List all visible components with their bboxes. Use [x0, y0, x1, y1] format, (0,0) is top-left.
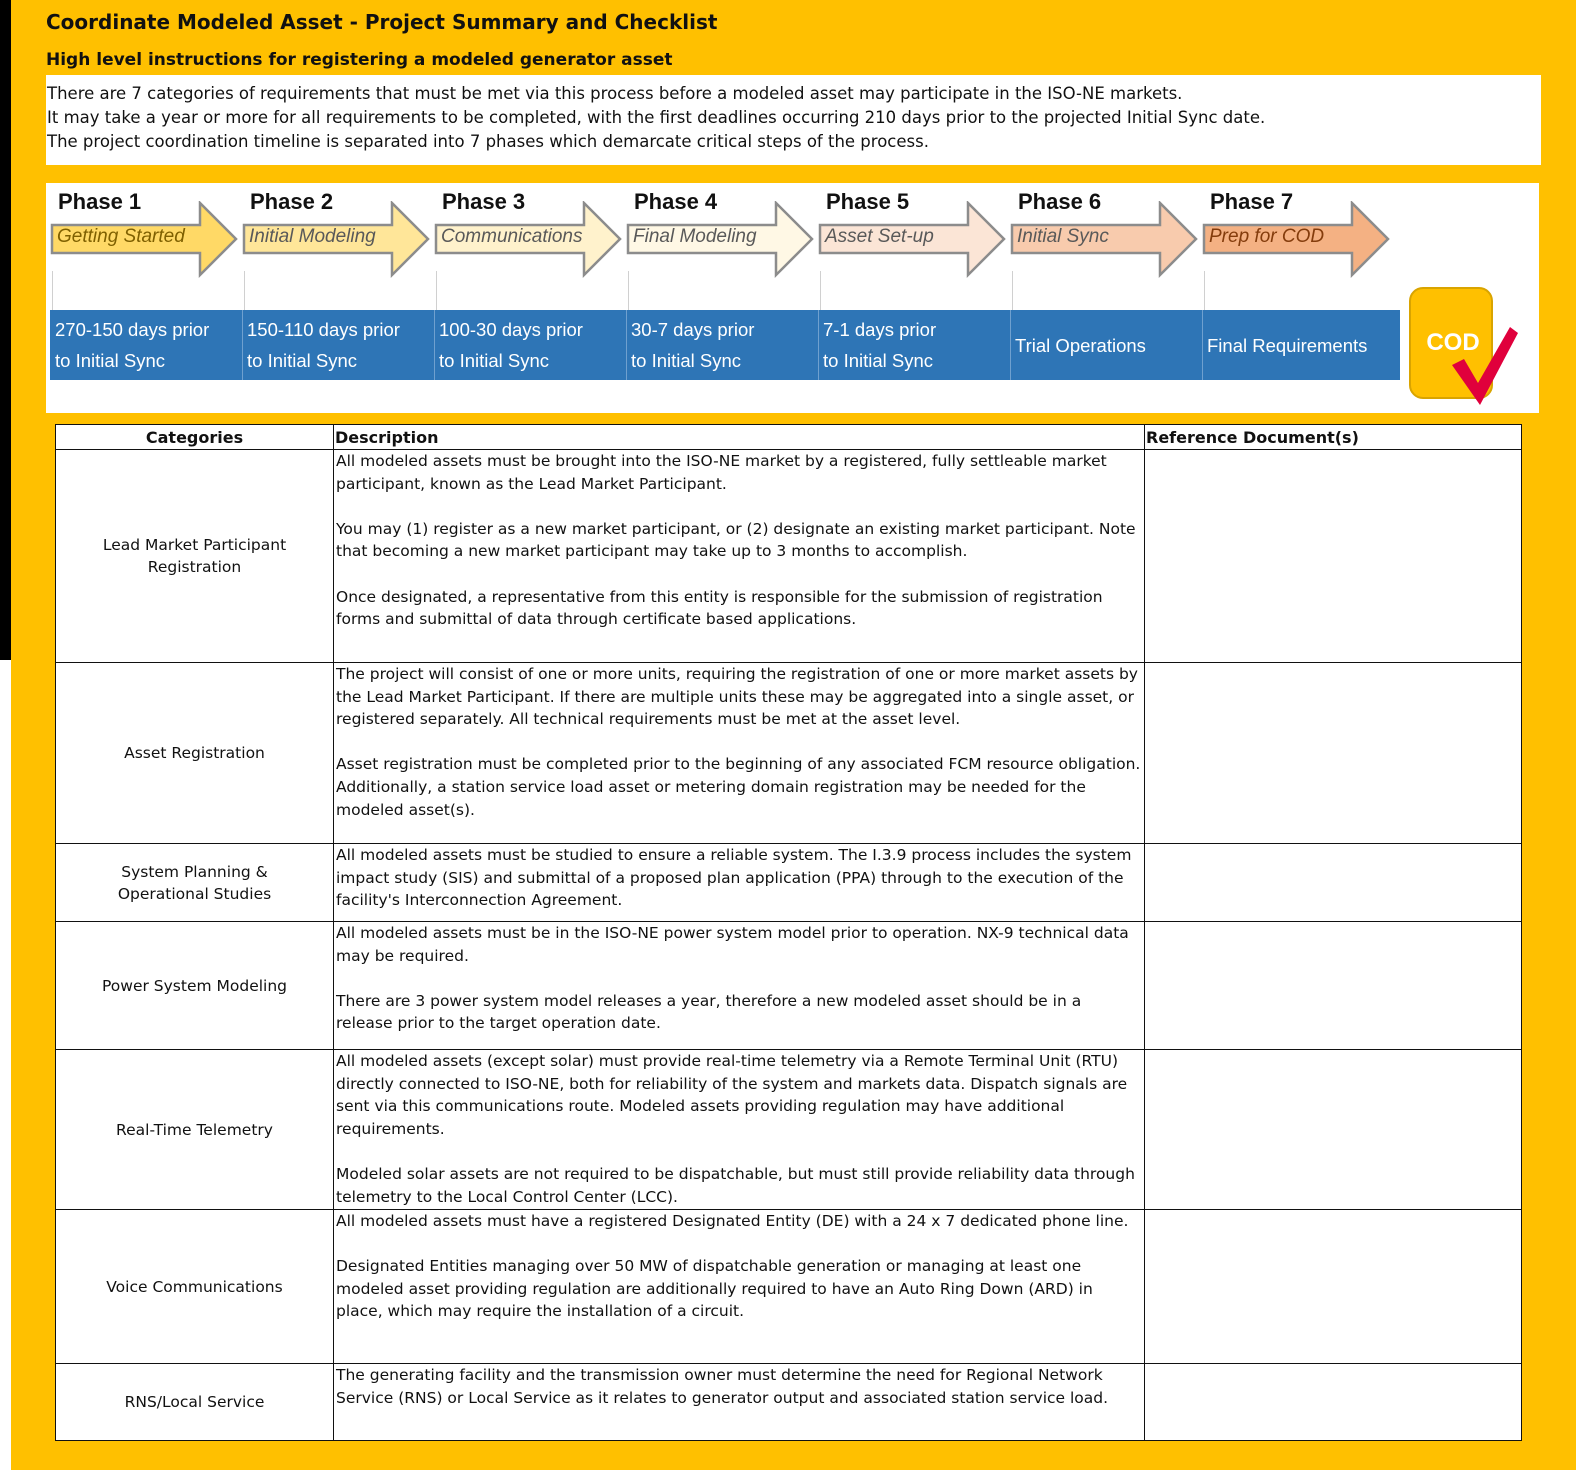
timing-line: 100-30 days prior — [439, 319, 583, 340]
band-divider — [242, 310, 243, 380]
table-header-row — [56, 425, 1522, 450]
phase-name: Getting Started — [57, 226, 185, 247]
timing-band — [50, 310, 1400, 380]
categories-header: Categories — [56, 425, 334, 450]
phase-timeline — [46, 183, 1539, 413]
category-cell: Power System Modeling — [56, 922, 334, 1050]
phase-name: Asset Set-up — [825, 226, 934, 247]
description-paragraph: Modeled solar assets are not required to be dispatchable, but must still provide reliability data through telemetry to the Local Control Center (LCC). — [336, 1164, 1135, 1206]
table-row — [56, 1210, 1522, 1364]
description-cell — [334, 844, 1145, 922]
phase-tick — [1204, 271, 1205, 311]
phase-title: Phase 2 — [250, 189, 334, 214]
phase-name: Final Modeling — [633, 226, 757, 247]
description-paragraph: Designated Entities managing over 50 MW of dispatchable generation or managing at least one modeled asset providing regulation are additionally required to have an Auto Ring Down (ARD) in place, which may require the installation of a circuit. — [336, 1257, 1093, 1321]
phase-name: Initial Sync — [1017, 226, 1109, 247]
phase-timing — [1205, 310, 1393, 380]
category-cell: Real-Time Telemetry — [56, 1050, 334, 1210]
description-cell — [334, 922, 1145, 1050]
description-paragraph: All modeled assets must be brought into the ISO-NE market by a registered, fully settleable market participant, known as the Lead Market Participant. — [336, 452, 1107, 493]
description-paragraph: You may (1) register as a new market participant, or (2) designate an existing market participant. Note that becoming a new market participant may take up to 3 months to accomplish. — [336, 519, 1136, 561]
phase-tick — [820, 271, 821, 311]
description-paragraph: All modeled assets (except solar) must provide real-time telemetry via a Remote Terminal Unit (RTU) directly connected to ISO-NE, both for reliability of the system and markets data. Dispatch signals are sent via this communications route. Modeled assets providing regulation may have additional requirements. — [336, 1052, 1128, 1138]
checkmark-icon — [1448, 321, 1520, 411]
table-row — [56, 450, 1522, 663]
phase-timing — [53, 310, 241, 380]
phase-title: Phase 6 — [1018, 189, 1102, 214]
phase-title: Phase 7 — [1210, 189, 1294, 214]
intro-line: It may take a year or more for all requirements to be completed, with the first deadlines occurring 210 days prior to the projected Initial Sync date. — [47, 108, 1266, 127]
phase-timing — [437, 310, 625, 380]
description-paragraph: All modeled assets must be studied to ensure a reliable system. The I.3.9 process includes the system impact study (SIS) and submittal of a proposed plan application (PPA) through to the execution of the facility's Interconnection Agreement. — [336, 846, 1132, 910]
phase-title: Phase 4 — [634, 189, 718, 214]
phase-name: Communications — [441, 226, 583, 247]
intro-line: There are 7 categories of requirements that must be met via this process before a modeled asset may participate in the ISO-NE markets. — [47, 84, 1183, 103]
timing-line: to Initial Sync — [55, 350, 166, 371]
timing-line: 30-7 days prior — [631, 319, 755, 340]
phase-title: Phase 5 — [826, 189, 910, 214]
category-cell: Voice Communications — [56, 1210, 334, 1364]
category-cell: Asset Registration — [56, 663, 334, 844]
reference-cell — [1145, 922, 1522, 1050]
phase-tick — [244, 271, 245, 311]
phase-timing — [1013, 310, 1201, 380]
band-divider — [434, 310, 435, 380]
description-cell — [334, 1210, 1145, 1364]
requirements-table — [55, 424, 1522, 1441]
phase-3 — [434, 183, 624, 283]
category-cell: System Planning & Operational Studies — [56, 844, 334, 922]
phase-tick — [436, 271, 437, 311]
phase-timing — [629, 310, 817, 380]
intro-box — [46, 75, 1541, 165]
cod-label: COD — [1426, 329, 1480, 356]
phase-title: Phase 3 — [442, 189, 526, 214]
category-cell: RNS/Local Service — [56, 1364, 334, 1441]
description-paragraph: Asset registration must be completed prior to the beginning of any associated FCM resource obligation. Additionally, a station service load asset or metering domain registration may be needed for the modeled asset(s). — [336, 755, 1141, 819]
table-row — [56, 844, 1522, 922]
description-cell — [334, 1050, 1145, 1210]
description-paragraph: All modeled assets must be in the ISO-NE power system model prior to operation. NX-9 technical data may be required. — [336, 924, 1129, 965]
reference-cell — [1145, 1364, 1522, 1441]
description-paragraph: Once designated, a representative from this entity is responsible for the submission of registration forms and submittal of data through certificate based applications. — [336, 587, 1103, 629]
timing-line: to Initial Sync — [631, 350, 742, 371]
phase-title: Phase 1 — [58, 189, 142, 214]
reference-cell — [1145, 663, 1522, 844]
timing-line: 150-110 days prior — [247, 319, 400, 340]
phase-name: Prep for COD — [1209, 226, 1325, 247]
reference-header: Reference Document(s) — [1145, 425, 1522, 450]
reference-cell — [1145, 844, 1522, 922]
intro-line: The project coordination timeline is separated into 7 phases which demarcate critical steps of the process. — [47, 132, 929, 151]
phase-tick — [1012, 271, 1013, 311]
timing-line: Final Requirements — [1207, 334, 1368, 356]
timing-line: to Initial Sync — [823, 350, 934, 371]
left-edge-strip — [0, 0, 11, 660]
phase-1 — [50, 183, 240, 283]
timing-line: 270-150 days prior — [55, 319, 210, 340]
phase-tick — [628, 271, 629, 311]
band-divider — [1010, 310, 1011, 380]
description-cell — [334, 1364, 1145, 1441]
category-cell: Lead Market Participant Registration — [56, 450, 334, 663]
phase-name: Initial Modeling — [249, 226, 376, 247]
phase-timing — [245, 310, 433, 380]
description-paragraph: The generating facility and the transmission owner must determine the need for Regional Network Service (RNS) or Local Service as it relates to generator output and associated station service load. — [336, 1366, 1109, 1407]
reference-cell — [1145, 1210, 1522, 1364]
table-row — [56, 1050, 1522, 1210]
phase-5 — [818, 183, 1008, 283]
timing-line: 7-1 days prior — [823, 319, 937, 340]
page-title: Coordinate Modeled Asset - Project Summary and Checklist — [46, 10, 718, 34]
reference-cell — [1145, 1050, 1522, 1210]
timing-line: Trial Operations — [1015, 334, 1146, 356]
band-divider — [626, 310, 627, 380]
table-row — [56, 1364, 1522, 1441]
band-divider — [1202, 310, 1203, 380]
page-subtitle: High level instructions for registering a modeled generator asset — [46, 50, 673, 70]
phase-timing — [821, 310, 1009, 380]
description-cell — [334, 663, 1145, 844]
description-paragraph: The project will consist of one or more units, requiring the registration of one or more market assets by the Lead Market Participant. If there are multiple units these may be aggregated into a single asset, or registered separately. All technical requirements must be met at the asset level. — [336, 665, 1138, 729]
band-divider — [818, 310, 819, 380]
description-paragraph: There are 3 power system model releases a year, therefore a new modeled asset should be in a release prior to the target operation date. — [336, 991, 1082, 1033]
description-paragraph: All modeled assets must have a registered Designated Entity (DE) with a 24 x 7 dedicated phone line. — [336, 1212, 1129, 1230]
timing-line: to Initial Sync — [439, 350, 550, 371]
reference-cell — [1145, 450, 1522, 663]
table-row — [56, 663, 1522, 844]
table-row — [56, 922, 1522, 1050]
phase-7 — [1202, 183, 1392, 283]
phase-6 — [1010, 183, 1200, 283]
description-cell — [334, 450, 1145, 663]
phase-tick — [52, 271, 53, 311]
timing-line: to Initial Sync — [247, 350, 358, 371]
description-header: Description — [334, 425, 1145, 450]
phase-4 — [626, 183, 816, 283]
phase-2 — [242, 183, 432, 283]
